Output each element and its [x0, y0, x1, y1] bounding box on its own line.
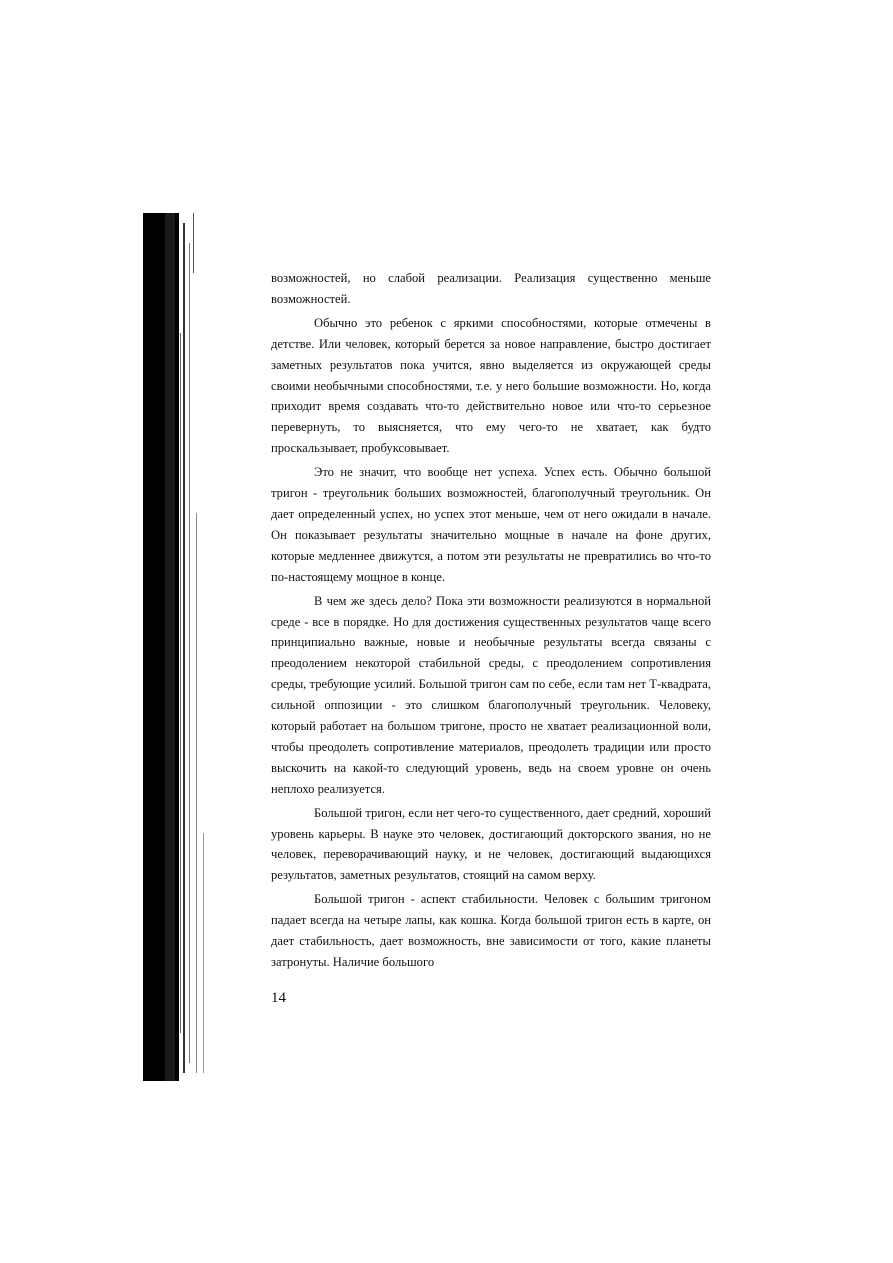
paragraph-5: Большой тригон, если нет чего-то существенного, дает средний, хороший уровень карьеры. В науке это человек, достигающий докторского звания, но не человек, переворачивающий науку, и не человек, достигающий выдающихся результатов, заметных результатов, стоящий на самом верху.	[271, 805, 711, 883]
scanned-book-edge	[143, 213, 213, 1081]
paragraph-4: В чем же здесь дело? Пока эти возможности реализуются в нормальной среде - все в порядке. Но для достижения существенных результатов чаще всего принципиально важные, новые и необычные результаты всегда связаны с преодолением некоторой стабильной среды, с преодолением сопротивления среды, требующие усилий. Большой тригон сам по себе, если там нет Т-квадрата, сильной оппозиции - это слишком благополучный треугольник. Человеку, который работает на большом тригоне, просто не хватает реализационной воли, чтобы преодолеть сопротивление материалов, преодолеть традиции или просто выскочить на какой-то следующий уровень, ведь на своем уровне он очень неплохо реализуется.	[271, 593, 711, 796]
page-number: 14	[271, 990, 286, 1006]
paragraph-2: Обычно это ребенок с яркими способностями, которые отмечены в детстве. Или человек, который берется за новое направление, быстро достигает заметных результатов пока учится, явно выделяется из окружающей среды своими необычными способностями, т.е. у него большие возможности. Но, когда приходит время создавать что-то действительно новое или что-то серьезное перевернуть, то выясняется, что ему чего-то не хватает, как будто проскальзывает, пробуксовывает.	[271, 315, 711, 456]
paragraph-3: Это не значит, что вообще нет успеха. Успех есть. Обычно большой тригон - треугольник больших возможностей, благополучный треугольник. Он дает определенный успех, но успех этот меньше, чем от него ожидали в начале. Он показывает результаты значительно мощные в начале на фоне других, которые медленнее движутся, а потом эти результаты не превратились во что-то по-настоящему мощное в конце.	[271, 465, 711, 584]
paragraph-6: Большой тригон - аспект стабильности. Человек с большим тригоном падает всегда на четыре лапы, как кошка. Когда большой тригон есть в карте, он дает стабильность, дает возможность, вне зависимости от того, какие планеты затронуты. Наличие большого	[271, 892, 711, 969]
paragraph-1: возможностей, но слабой реализации. Реализация существенно меньше возможностей.	[271, 271, 711, 306]
page-text-block	[271, 268, 711, 976]
